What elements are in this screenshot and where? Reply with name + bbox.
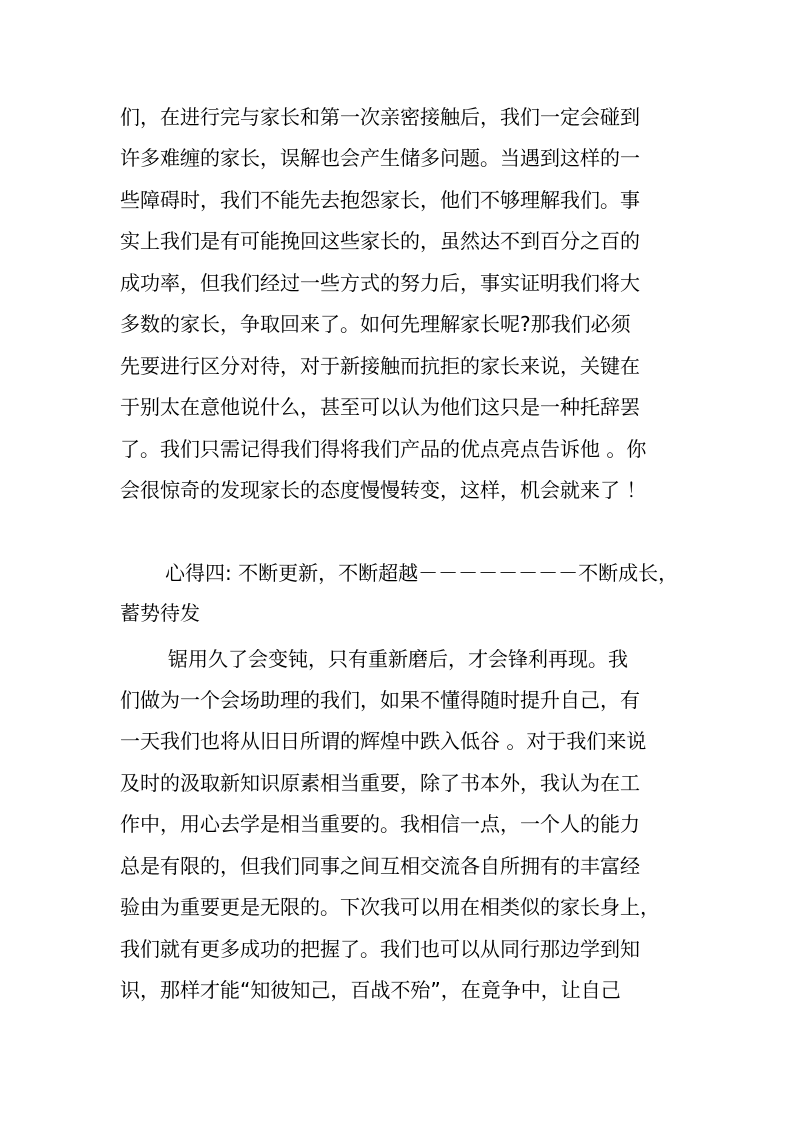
paragraph-line: 锯用久了会变钝，只有重新磨后，才会锋利再现。我 xyxy=(168,647,628,671)
paragraph-line: 们，在进行完与家长和第一次亲密接触后，我们一定会碰到 xyxy=(120,105,640,129)
paragraph-line: 一天我们也将从旧日所谓的辉煌中跌入低谷 。对于我们来说 xyxy=(120,729,647,753)
paragraph-line: 些障碍时，我们不能先去抱怨家长，他们不够理解我们。事 xyxy=(120,188,640,212)
paragraph-line: 成功率，但我们经过一些方式的努力后，事实证明我们将大 xyxy=(120,271,640,295)
paragraph-line: 总是有限的，但我们同事之间互相交流各自所拥有的丰富经 xyxy=(120,854,640,878)
paragraph-line: 识，那样才能“知彼知己，百战不殆”，在竟争中，让自己 xyxy=(120,978,621,1002)
section-heading: 心得四: 不断更新，不断超越－－－－－－－－不断成长， xyxy=(165,561,679,585)
paragraph-line: 于别太在意他说什么，甚至可以认为他们这只是一种托辞罢 xyxy=(120,395,640,419)
paragraph-line: 了。我们只需记得我们得将我们产品的优点亮点告诉他 。你 xyxy=(120,437,647,461)
paragraph-line: 们做为一个会场助理的我们，如果不懂得随时提升自己，有 xyxy=(120,688,640,712)
paragraph-line: 实上我们是有可能挽回这些家长的，虽然达不到百分之百的 xyxy=(120,229,640,253)
paragraph-line: 验由为重要更是无限的。下次我可以用在相类似的家长身上， xyxy=(120,895,660,919)
paragraph-line: 多数的家长，争取回来了。如何先理解家长呢?那我们必须 xyxy=(120,312,631,336)
paragraph-line: 我们就有更多成功的把握了。我们也可以从同行那边学到知 xyxy=(120,937,640,961)
paragraph-line: 先要进行区分对待，对于新接触而抗拒的家长来说，关键在 xyxy=(120,354,640,378)
section-heading-continued: 蓄势待发 xyxy=(120,601,200,625)
paragraph-line: 会很惊奇的发现家长的态度慢慢转变，这样，机会就来了 ！ xyxy=(120,478,647,502)
paragraph-line: 许多难缠的家长，误解也会产生储多问题。当遇到这样的一 xyxy=(120,146,640,170)
paragraph-line: 及时的汲取新知识原素相当重要，除了书本外，我认为在工 xyxy=(120,771,640,795)
paragraph-line: 作中，用心去学是相当重要的。我相信一点，一个人的能力 xyxy=(120,812,640,836)
